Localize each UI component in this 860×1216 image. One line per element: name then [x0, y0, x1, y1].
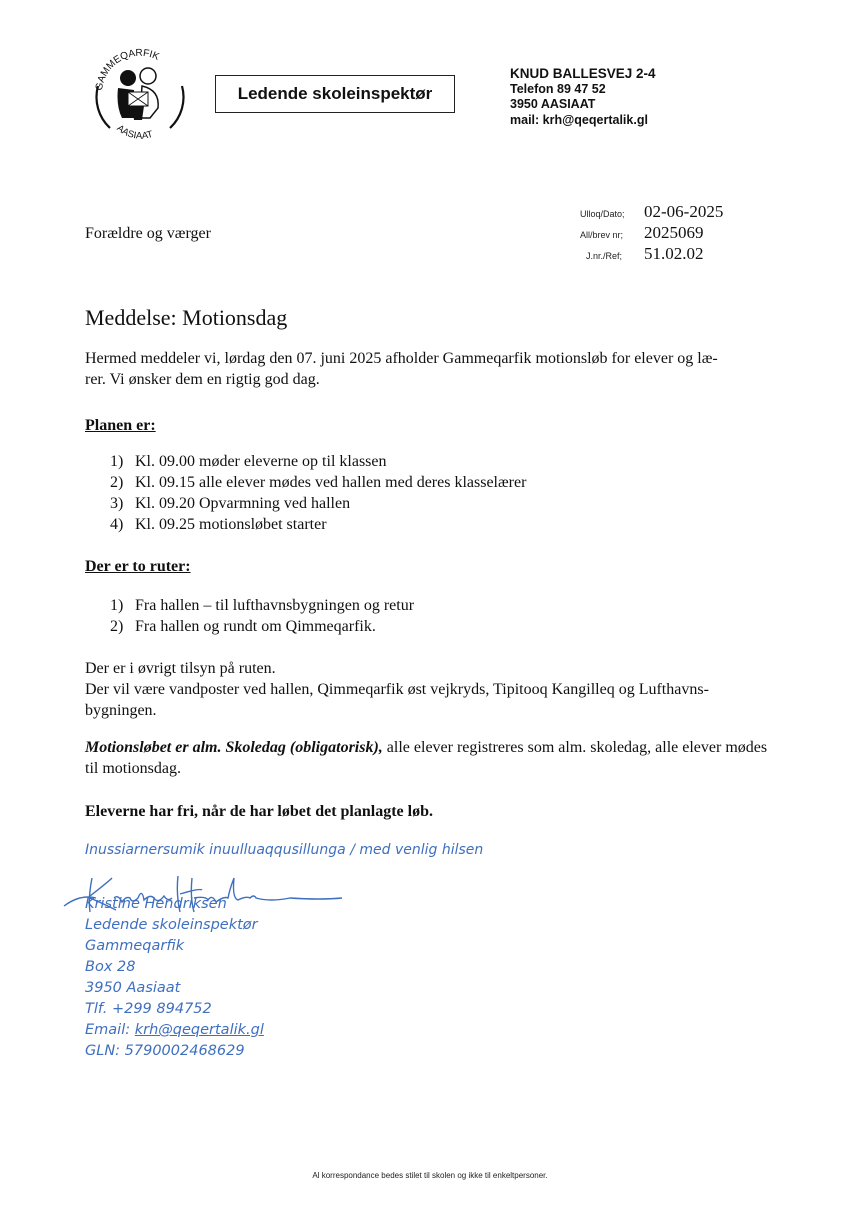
address-street: KNUD BALLESVEJ 2-4 [510, 66, 656, 81]
address-phone: Telefon 89 47 52 [510, 81, 606, 96]
item-text: Kl. 09.00 møder eleverne op til klassen [135, 453, 387, 470]
address-mail: mail: krh@qeqertalik.gl [510, 112, 648, 127]
recipient: Forældre og værger [85, 225, 211, 242]
mandatory-rest: alle elever registreres som alm. skoledag, alle elever mødes til motionsdag. [85, 739, 768, 777]
school-logo-icon [88, 46, 192, 142]
school-logo [88, 46, 192, 142]
meta-value: 02-06-2025 [644, 202, 724, 221]
list-item [110, 514, 526, 535]
intro-paragraph [85, 348, 775, 390]
supervision-line: Der vil være vandposter ved hallen, Qimmeqarfik øst vejkryds, Tipitooq Kangilleq og Lufthavns- [85, 681, 709, 698]
plan-heading: Planen er: [85, 417, 156, 434]
meta-label: J.nr./Ref; [586, 251, 623, 261]
intro-line: Hermed meddeler vi, lørdag den 07. juni 2025 afholder Gammeqarfik motionsløb for elever og læ- [85, 350, 718, 367]
meta-letter-number [580, 223, 723, 244]
letterhead-title: Ledende skoleinspektør [215, 75, 455, 113]
item-number: 4) [110, 516, 124, 533]
signer-box: Box 28 [85, 959, 136, 975]
meta-value: 2025069 [644, 223, 704, 242]
signature-block [85, 894, 264, 1062]
signer-city: 3950 Aasiaat [85, 980, 181, 996]
signer-phone: Tlf. +299 894752 [85, 1001, 212, 1017]
free-note: Eleverne har fri, når de har løbet det planlagte løb. [85, 803, 433, 820]
meta-label: Ulloq/Dato; [580, 209, 625, 219]
item-text: Kl. 09.25 motionsløbet starter [135, 516, 327, 533]
item-number: 1) [110, 453, 124, 470]
plan-list [110, 451, 526, 535]
signer-email-row [85, 1020, 264, 1041]
signer-gln: GLN: 5790002468629 [85, 1043, 245, 1059]
signer-name: Kristine Hendriksen [85, 896, 227, 912]
school-address [510, 66, 656, 128]
signer-title: Ledende skoleinspektør [85, 917, 258, 933]
item-text: Kl. 09.15 alle elever mødes ved hallen med deres klasselærer [135, 474, 527, 491]
meta-label: All/brev nr; [580, 230, 624, 240]
intro-line: rer. Vi ønsker dem en rigtig god dag. [85, 371, 320, 388]
meta-date [580, 202, 723, 223]
list-item [110, 451, 526, 472]
supervision-line: Der er i øvrigt tilsyn på ruten. [85, 660, 276, 677]
route-list [110, 595, 414, 637]
email-label: Email: [85, 1022, 135, 1038]
item-number: 1) [110, 597, 124, 614]
closing-greeting: Inussiarnersumik inuulluaqqusillunga / med venlig hilsen [85, 842, 484, 858]
item-number: 2) [110, 474, 124, 491]
item-text: Fra hallen og rundt om Qimmeqarfik. [135, 618, 376, 635]
subject-heading: Meddelse: Motionsdag [85, 305, 288, 330]
supervision-line: bygningen. [85, 702, 157, 719]
list-item [110, 493, 526, 514]
list-item [110, 595, 414, 616]
meta-reference [580, 244, 723, 265]
item-text: Fra hallen – til lufthavnsbygningen og retur [135, 597, 415, 614]
logo-top-text: GAMMEQARFIK [93, 47, 161, 92]
item-number: 3) [110, 495, 124, 512]
supervision-paragraph [85, 658, 775, 721]
list-item [110, 616, 414, 637]
footer-note: Al korrespondance bedes stilet til skolen og ikke til enkeltpersoner. [312, 1171, 548, 1180]
routes-heading: Der er to ruter: [85, 558, 191, 575]
mandatory-emphasis: Motionsløbet er alm. Skoledag (obligatorisk), [85, 739, 383, 756]
email-link[interactable]: krh@qeqertalik.gl [134, 1022, 264, 1038]
address-city: 3950 AASIAAT [510, 97, 596, 111]
signer-school: Gammeqarfik [85, 938, 185, 954]
meta-value: 51.02.02 [644, 244, 704, 263]
letter-meta [580, 202, 723, 265]
item-number: 2) [110, 618, 124, 635]
mandatory-paragraph [85, 737, 775, 779]
item-text: Kl. 09.20 Opvarmning ved hallen [135, 495, 351, 512]
list-item [110, 472, 526, 493]
logo-bottom-text: AASIAAT [114, 122, 155, 142]
